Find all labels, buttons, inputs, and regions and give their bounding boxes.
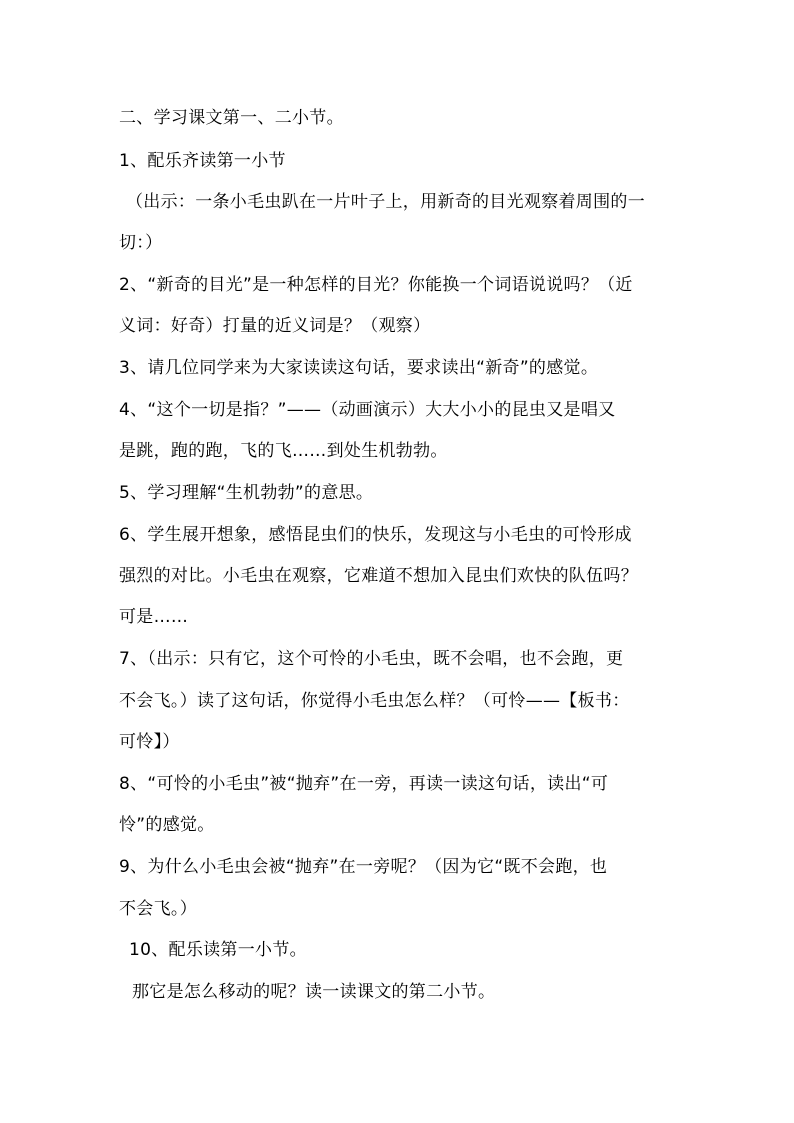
paragraph-line: 7、（出示：只有它，这个可怜的小毛虫，既不会唱，也不会跑，更	[119, 649, 624, 669]
paragraph-line: 可怜】）	[119, 732, 180, 752]
paragraph-line: 5、学习理解“生机勃勃”的意思。	[119, 483, 374, 503]
paragraph-line: 3、请几位同学来为大家读读这句话，要求读出“新奇”的感觉。	[119, 358, 599, 378]
paragraph-line: 怜”的感觉。	[119, 815, 215, 835]
paragraph-line: 6、学生展开想象，感悟昆虫们的快乐，发现这与小毛虫的可怜形成	[119, 525, 632, 545]
paragraph-line: 是跳，跑的跑，飞的飞……到处生机勃勃。	[119, 441, 448, 461]
paragraph-line: 9、为什么小毛虫会被“抛弃”在一旁呢？（因为它“既不会跑，也	[119, 857, 608, 877]
paragraph-line: 切：）	[119, 233, 163, 253]
paragraph-line: 2、“新奇的目光”是一种怎样的目光？你能换一个词语说说吗？（近	[119, 275, 633, 295]
section-heading: 二、学习课文第一、二小节。	[119, 108, 344, 128]
paragraph-line: 不会飞。）	[119, 899, 197, 919]
paragraph-line: 义词：好奇）打量的近义词是？（观察）	[119, 316, 431, 336]
paragraph-line: 那它是怎么移动的呢？读一读课文的第二小节。	[132, 982, 496, 1002]
paragraph-line: 8、“可怜的小毛虫”被“抛弃”在一旁，再读一读这句话，读出“可	[119, 774, 609, 794]
paragraph-line: 不会飞。）读了这句话，你觉得小毛虫怎么样？（可怜——【板书：	[119, 691, 630, 711]
paragraph-line: 4、“这个一切是指？”——（动画演示）大大小小的昆虫又是唱又	[119, 400, 616, 420]
paragraph-line: 10、配乐读第一小节。	[129, 940, 307, 960]
paragraph-line: 强烈的对比。小毛虫在观察，它难道不想加入昆虫们欢快的队伍吗？	[119, 566, 638, 586]
paragraph-line: （出示：一条小毛虫趴在一片叶子上，用新奇的目光观察着周围的一	[126, 192, 645, 212]
paragraph-line: 1、配乐齐读第一小节	[119, 151, 286, 171]
paragraph-line: 可是……	[119, 607, 189, 627]
